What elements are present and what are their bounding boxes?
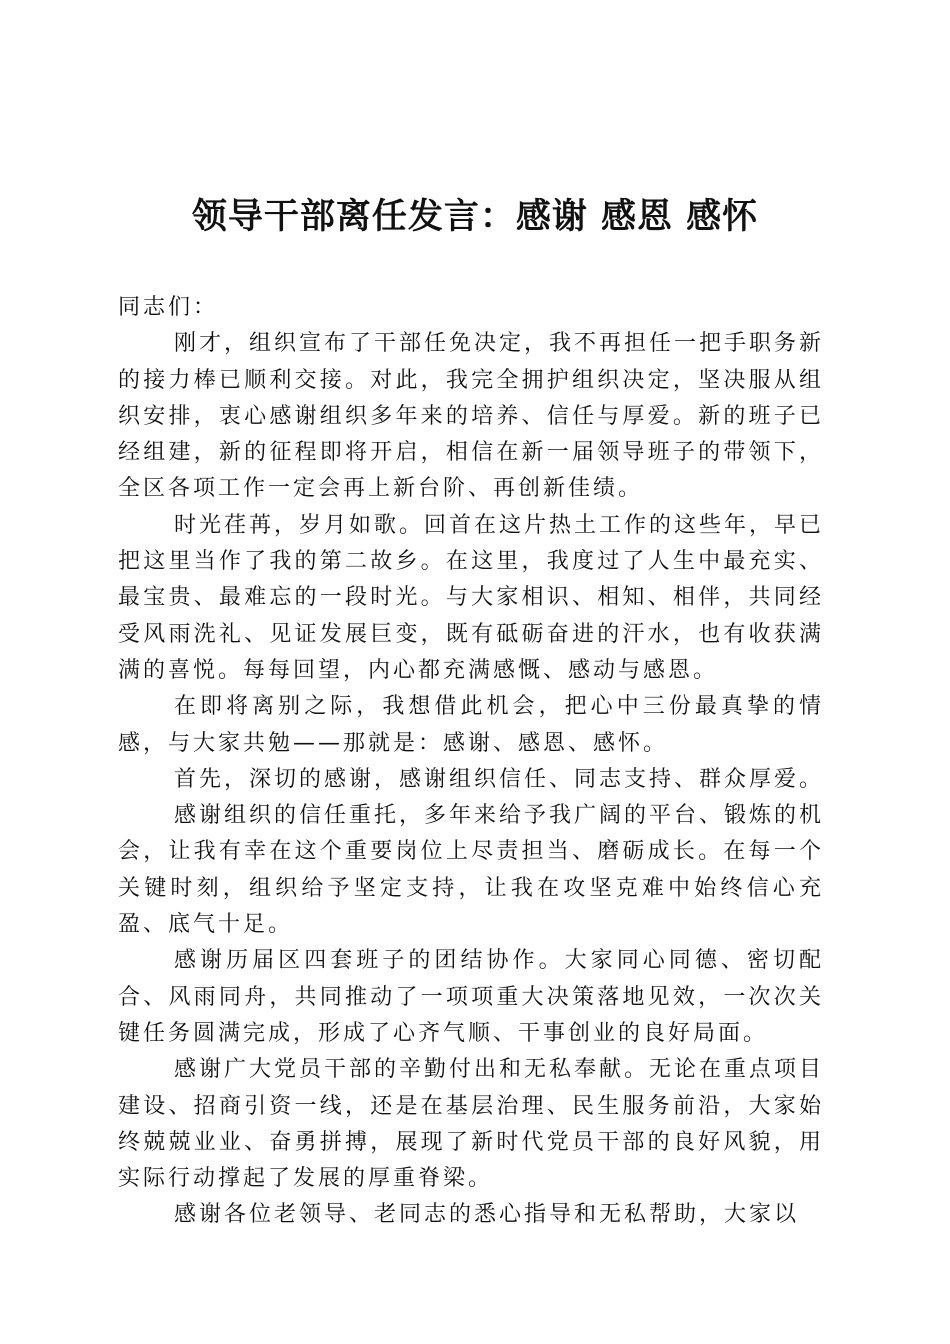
paragraph: 时光荏苒，岁月如歌。回首在这片热土工作的这些年，早已把这里当作了我的第二故乡。在这里，我度过了人生中最充实、最宝贵、最难忘的一段时光。与大家相识、相知、相伴，共同经受风雨洗礼、见证发展巨变，既有砥砺奋进的汗水，也有收获满满的喜悦。每每回望，内心都充满感慨、感动与感恩。 [118,512,825,683]
paragraph: 感谢各位老领导、老同志的悉心指导和无私帮助，大家以 [174,1202,800,1228]
greeting: 同志们： [118,295,219,320]
document-title: 领导干部离任发言：感谢 感恩 感怀 [191,196,759,237]
paragraph: 感谢广大党员干部的辛勤付出和无私奉献。无论在重点项目建设、招商引资一线，还是在基层治理、民生服务前沿，大家始终兢兢业业、奋勇拼搏，展现了新时代党员干部的良好风貌，用实际行动撑起了发展的厚重脊梁。 [118,1057,825,1192]
paragraph: 感谢历届区四套班子的团结协作。大家同心同德、密切配合、风雨同舟，共同推动了一项项重大决策落地见效，一次次关键任务圆满完成，形成了心齐气顺、干事创业的良好局面。 [118,948,824,1046]
paragraph: 首先，深切的感谢，感谢组织信任、同志支持、群众厚爱。 [174,766,825,792]
paragraph: 在即将离别之际，我想借此机会，把心中三份最真挚的情感，与大家共勉——那就是：感谢、感恩、感怀。 [118,694,824,756]
document-body [118,290,824,1234]
paragraph: 刚才，组织宣布了干部任免决定，我不再担任一把手职务新的接力棒已顺利交接。对此，我完全拥护组织决定，坚决服从组织安排，衷心感谢组织多年来的培养、信任与厚爱。新的班子已经组建，新的征程即将开启，相信在新一届领导班子的带领下，全区各项工作一定会再上新台阶、再创新佳绩。 [118,331,825,502]
paragraph: 感谢组织的信任重托，多年来给予我广阔的平台、锻炼的机会，让我有幸在这个重要岗位上尽责担当、磨砺成长。在每一个关键时刻，组织给予坚定支持，让我在攻坚克难中始终信心充盈、底气十足。 [118,803,825,938]
